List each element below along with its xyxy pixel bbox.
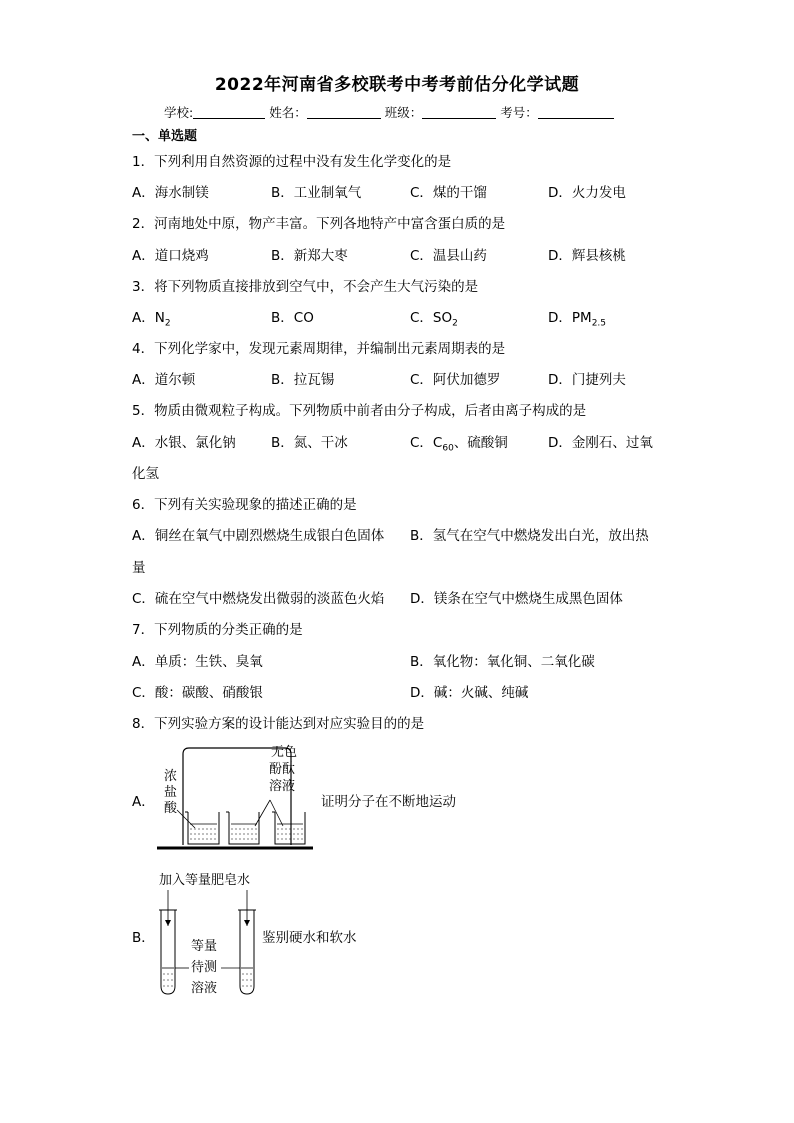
- option-a[interactable]: A．海水制镁: [132, 185, 209, 201]
- option-c[interactable]: C．酸：碳酸、硝酸银: [132, 685, 263, 701]
- option-b-description: 鉴别硬水和软水: [262, 930, 357, 946]
- option-a-description: 证明分子在不断地运动: [321, 794, 456, 810]
- subscript: 2: [452, 318, 458, 329]
- option-c-text: C．SO: [410, 310, 453, 326]
- question-stem: 6．下列有关实验现象的描述正确的是: [132, 497, 357, 513]
- label-equal-amount: 等量: [191, 939, 218, 954]
- option-b[interactable]: B．工业制氧气: [271, 185, 362, 201]
- label-conc-hcl-2: 盐: [164, 785, 178, 800]
- soap-water-test-apparatus: [155, 868, 265, 1000]
- option-a[interactable]: [132, 306, 171, 329]
- option-c[interactable]: C．温县山药: [410, 248, 487, 264]
- section-heading: 一、单选题: [132, 129, 198, 144]
- name-field[interactable]: [307, 106, 381, 119]
- option-a[interactable]: A．水银、氯化钠: [132, 435, 236, 451]
- option-c-text: C．C: [410, 435, 443, 451]
- label-conc-hcl-1: 浓: [164, 769, 178, 784]
- option-b[interactable]: B．CO: [271, 310, 314, 326]
- option-d[interactable]: D．金刚石、过氧: [548, 435, 653, 451]
- school-field[interactable]: [193, 106, 265, 119]
- option-d[interactable]: D．镁条在空气中燃烧生成黑色固体: [410, 591, 623, 607]
- option-a-text: A．N: [132, 310, 165, 326]
- option-b[interactable]: B．拉瓦锡: [271, 372, 335, 388]
- option-b[interactable]: B．氮、干冰: [271, 435, 348, 451]
- number-label: 考号：: [500, 105, 538, 120]
- option-a[interactable]: A．: [132, 794, 155, 810]
- option-a[interactable]: A．道口烧鸡: [132, 248, 209, 264]
- option-d[interactable]: [548, 306, 606, 329]
- option-a[interactable]: A．铜丝在氧气中剧烈燃烧生成银白色固体: [132, 528, 385, 544]
- option-b-continued: 量: [132, 560, 146, 576]
- option-c[interactable]: [410, 306, 458, 329]
- option-d-text: D．PM: [548, 310, 592, 326]
- label-phenol-3: 溶液: [269, 779, 296, 794]
- option-a[interactable]: A．道尔顿: [132, 372, 196, 388]
- option-b[interactable]: B．氧化物：氧化铜、二氧化碳: [410, 654, 595, 670]
- label-phenol-1: 无色: [271, 745, 298, 760]
- question-stem: 7．下列物质的分类正确的是: [132, 622, 303, 638]
- question-stem: 2．河南地处中原，物产丰富。下列各地特产中富含蛋白质的是: [132, 216, 506, 232]
- option-a[interactable]: A．单质：生铁、臭氧: [132, 654, 263, 670]
- class-field[interactable]: [422, 106, 496, 119]
- option-d[interactable]: D．辉县核桃: [548, 248, 626, 264]
- label-test: 待测: [191, 960, 218, 975]
- label-conc-hcl-3: 酸: [164, 801, 178, 816]
- question-stem: 1．下列利用自然资源的过程中没有发生化学变化的是: [132, 154, 452, 170]
- option-c[interactable]: C．煤的干馏: [410, 185, 487, 201]
- label-add-soap-water: 加入等量肥皂水: [159, 873, 251, 888]
- option-d[interactable]: D．碱：火碱、纯碱: [410, 685, 529, 701]
- option-b[interactable]: B．: [132, 930, 155, 946]
- number-field[interactable]: [538, 106, 614, 119]
- question-stem: 8．下列实验方案的设计能达到对应实验目的的是: [132, 716, 425, 732]
- page-title: 2022年河南省多校联考中考考前估分化学试题: [214, 75, 580, 95]
- subscript: 60: [442, 443, 454, 454]
- label-solution: 溶液: [191, 981, 218, 996]
- option-d-continued: 化氢: [132, 466, 159, 482]
- question-stem: 4．下列化学家中，发现元素周期律，并编制出元素周期表的是: [132, 341, 506, 357]
- label-phenol-2: 酚酞: [269, 762, 296, 777]
- option-d[interactable]: D．门捷列夫: [548, 372, 626, 388]
- option-c[interactable]: C．阿伏加德罗: [410, 372, 501, 388]
- option-c-text-rest: 、硫酸铜: [453, 435, 508, 451]
- option-d[interactable]: D．火力发电: [548, 185, 626, 201]
- class-label: 班级：: [384, 105, 423, 120]
- option-b[interactable]: B．新郑大枣: [271, 248, 348, 264]
- question-stem: 3．将下列物质直接排放到空气中，不会产生大气污染的是: [132, 279, 479, 295]
- subscript: 2.5: [591, 318, 607, 329]
- student-info-row: [164, 103, 614, 121]
- ammonia-diffusion-apparatus: [155, 740, 315, 856]
- question-stem: 5．物质由微观粒子构成。下列物质中前者由分子构成，后者由离子构成的是: [132, 403, 587, 419]
- option-c[interactable]: [410, 431, 508, 454]
- name-label: 姓名：: [269, 105, 307, 120]
- subscript: 2: [164, 318, 171, 329]
- school-label: 学校:: [164, 105, 194, 120]
- option-c[interactable]: C．硫在空气中燃烧发出微弱的淡蓝色火焰: [132, 591, 385, 607]
- option-b[interactable]: B．氢气在空气中燃烧发出白光，放出热: [410, 528, 649, 544]
